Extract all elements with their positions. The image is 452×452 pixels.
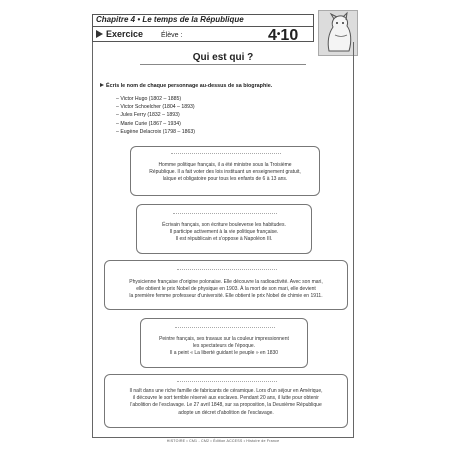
answer-line[interactable] (177, 381, 277, 382)
name-item: – Marie Curie (1867 – 1934) (116, 120, 181, 127)
biography-line: République. Il a fait voter des lois instituant un enseignement gratuit, (149, 169, 301, 176)
name-list (116, 95, 195, 136)
biography-line: il découvre le sort terrible réservé aux esclaves. Pendant 20 ans, il lutte pour obtenir (133, 395, 319, 402)
biography-card (104, 374, 348, 428)
biography-line: l'abolition de l'esclavage. Le 27 avril 1848, sur sa proposition, la Deuxième République (130, 402, 322, 409)
biography-line: Il a peint « La liberté guidant le peuple » en 1830 (169, 350, 279, 357)
answer-line[interactable] (171, 153, 281, 154)
biography-line: Il est républicain et s'oppose à Napoléon III. (175, 236, 273, 243)
page-footer: HISTOIRE • CM1 - CM2 • Édition ACCESS • Histoire de France (166, 439, 280, 443)
name-item: – Victor Schoelcher (1804 – 1893) (116, 104, 195, 111)
biography-line: laïque et obligatoire pour tous les enfants de 6 à 13 ans. (162, 176, 288, 183)
page-title: Qui est qui ? (192, 52, 254, 63)
biography-line: Écrivain français, son écriture bouleverse les habitudes. (162, 222, 286, 228)
answer-line[interactable] (173, 213, 277, 214)
biography-card (136, 204, 312, 254)
biography-line: Il participe activement à la vie politique française. (169, 229, 279, 236)
biography-card (104, 260, 348, 310)
title-divider (140, 64, 306, 65)
biography-line: la première femme professeur d'université. Elle obtient le prix Nobel de chimie en 1911. (129, 293, 323, 300)
exercise-number-main: 4 (268, 27, 277, 44)
biography-card (130, 146, 320, 196)
instruction-text: Écris le nom de chaque personnage au-dessus de sa biographie. (106, 83, 273, 89)
biography-line: les spectateurs de l'époque. (192, 343, 256, 350)
answer-line[interactable] (175, 327, 275, 328)
student-name-label: Élève : (161, 32, 183, 39)
exercise-label: Exercice (106, 29, 144, 39)
arrow-right-icon (96, 30, 103, 38)
name-item: – Eugène Delacroix (1798 – 1863) (116, 128, 196, 135)
answer-line[interactable] (177, 269, 277, 270)
biography-line: adopte un décret d'abolition de l'esclavage. (178, 409, 274, 416)
exercise-number-sub: 10 (280, 27, 299, 44)
biography-line: Peintre français, ses travaux sur la couleur impressionnent (159, 336, 289, 342)
biography-line: Homme politique français, il a été ministre sous la Troisième (158, 162, 292, 168)
chapter-title: Chapitre 4 • Le temps de la République (92, 14, 314, 27)
biography-card (140, 318, 308, 368)
name-item: – Jules Ferry (1832 – 1893) (116, 112, 180, 119)
biography-line: Il naît dans une riche famille de fabricants de céramique. Lors d'un séjour en Amérique, (129, 388, 323, 394)
name-item: – Victor Hugo (1802 – 1885) (116, 96, 182, 102)
biography-line: Physicienne française d'origine polonaise. Elle découvre la radioactivité. Avec son mari, (129, 279, 323, 285)
exercise-number-dot: • (276, 29, 281, 40)
biography-line: elle obtient le prix Nobel de physique en 1903. À la mort de son mari, elle devient (136, 286, 316, 293)
instruction (100, 83, 272, 89)
arrow-right-icon (100, 83, 104, 87)
